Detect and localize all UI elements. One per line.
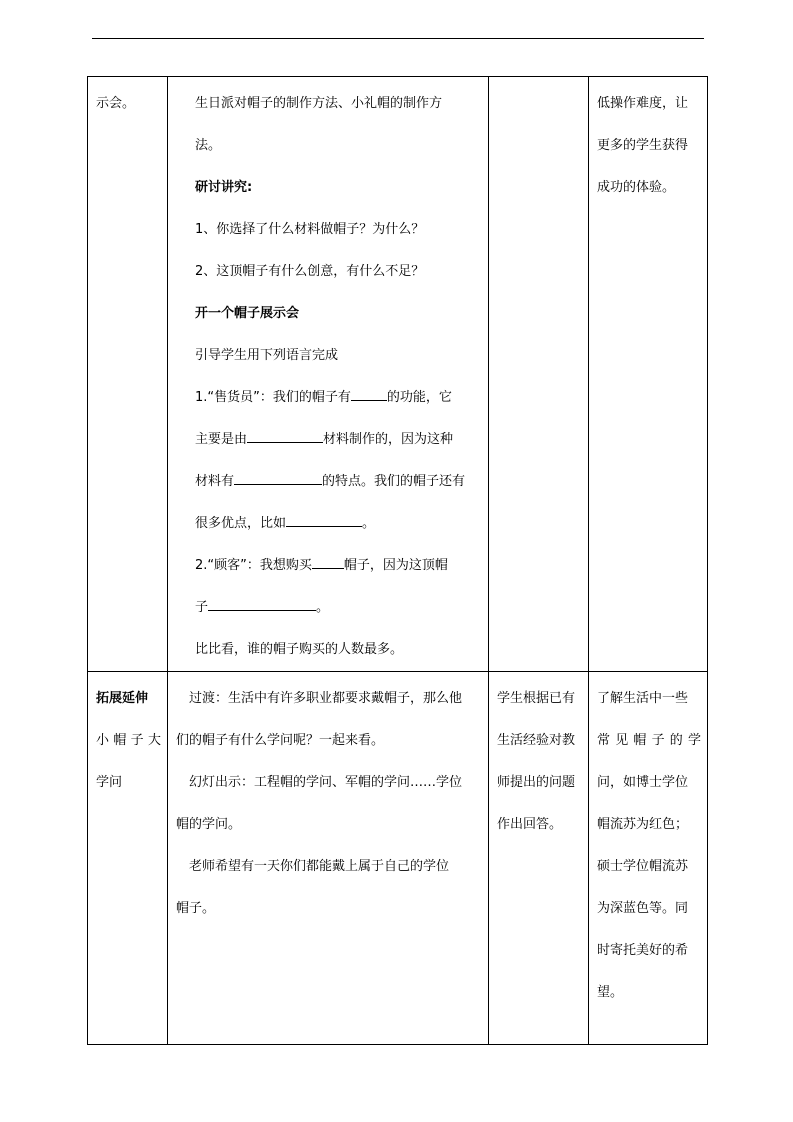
intent-line: 了解生活中一些 [597,691,689,706]
process-line: 过渡：生活中有许多职业都要求戴帽子，那么他 [189,691,463,706]
fill-blank [234,471,322,485]
student-line: 作出回答。 [497,817,563,832]
sentence-line: 2.“顾客”：我想购买 帽子，因为这顶帽 [195,545,482,587]
process-line: 老师希望有一天你们都能戴上属于自己的学位 [189,859,450,874]
fill-blank [312,555,344,569]
table-row-activity [88,77,708,672]
student-line: 学生根据已有 [497,691,576,706]
process-line: 们的帽子有什么学问呢？一起来看。 [176,733,385,748]
table-row-extension [88,672,708,1045]
process-line: 生日派对帽子的制作方法、小礼帽的制作方 [195,96,443,111]
header-rule [92,38,704,39]
stage-title: 拓展延伸 [96,691,149,706]
intent-line: 低操作难度，让 [597,96,689,111]
process-line: 法。 [195,138,222,153]
intent-line: 更多的学生获得 [597,138,689,153]
cell-stage [88,77,168,672]
intent-line: 为深蓝色等。同 [597,901,689,916]
intent-line: 时寄托美好的希 [597,943,689,958]
fill-blank [208,597,316,611]
intent-line: 帽流苏为红色； [597,817,689,832]
cell-process [168,77,489,672]
process-line: 帽的学问。 [176,817,242,832]
cell-student-activity [489,77,589,672]
cell-design-intent [589,672,708,1045]
intent-line: 问，如博士学位 [597,775,689,790]
student-line: 师提出的问题 [497,775,576,790]
fill-blank [351,387,387,401]
question-line: 1、你选择了什么材料做帽子？为什么？ [195,222,425,237]
process-line: 幻灯出示：工程帽的学问、军帽的学问……学位 [189,775,463,790]
cell-stage [88,672,168,1045]
sentence-line: 材料有 的特点。我们的帽子还有 [195,461,482,503]
sentence-line: 很多优点，比如 。 [195,503,482,545]
process-line: 帽子。 [176,901,216,916]
stage-text: 示会。 [96,96,136,111]
lesson-table [87,76,708,1045]
cell-design-intent [589,77,708,672]
stage-text: 小帽子大 [96,733,161,748]
student-line: 生活经验对教 [497,733,576,748]
sentence-line: 子 。 [195,587,482,629]
discussion-heading: 研讨讲究: [195,180,253,195]
question-line: 2、这顶帽子有什么创意，有什么不足？ [195,264,425,279]
intent-line: 望。 [597,985,624,1000]
intent-line: 硕士学位帽流苏 [597,859,689,874]
stage-text: 学问 [96,775,123,790]
closing-line: 比比看，谁的帽子购买的人数最多。 [195,642,404,657]
fill-blank [247,429,323,443]
intent-line: 成功的体验。 [597,180,676,195]
cell-student-activity [489,672,589,1045]
sentence-line: 1.“售货员”：我们的帽子有 的功能，它 [195,377,482,419]
show-heading: 开一个帽子展示会 [195,306,300,321]
sentence-line: 主要是由 材料制作的，因为这种 [195,419,482,461]
intent-line: 常见帽子的学 [597,733,701,748]
guide-line: 引导学生用下列语言完成 [195,348,339,363]
cell-process [168,672,489,1045]
fill-blank [286,513,362,527]
